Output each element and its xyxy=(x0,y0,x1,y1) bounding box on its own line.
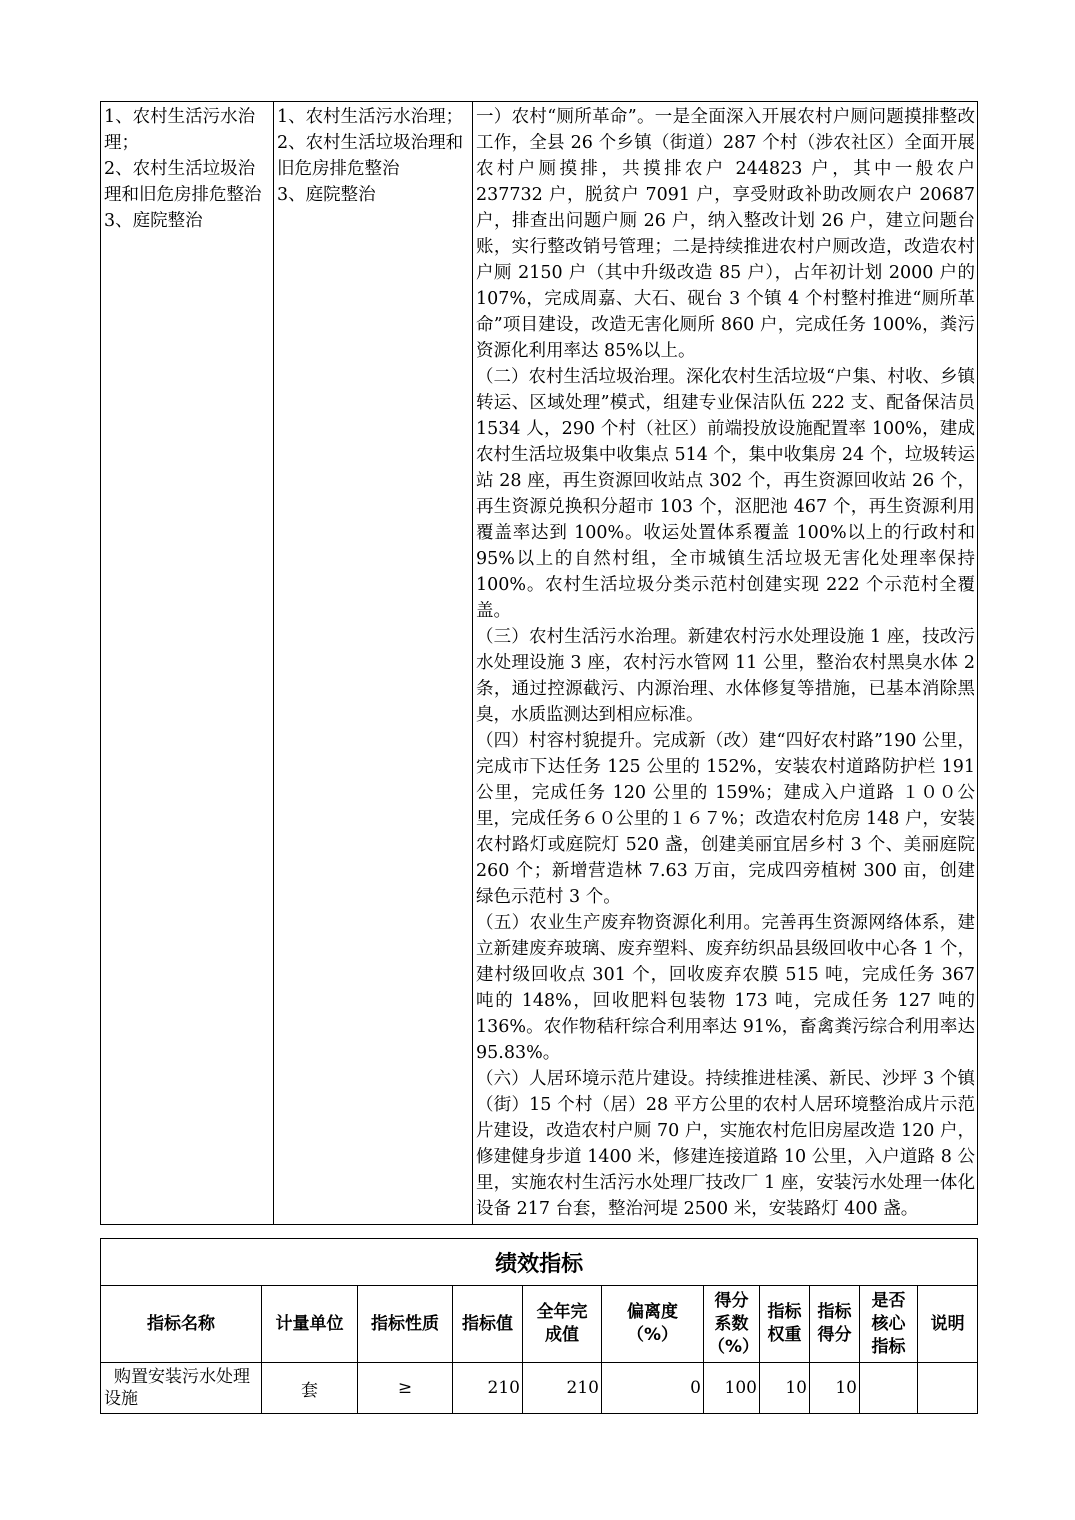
indicator-target: 210 xyxy=(453,1363,523,1414)
indicator-coefficient: 100 xyxy=(704,1363,760,1414)
section-title: 绩效指标 xyxy=(101,1239,978,1286)
header-weight: 指标权重 xyxy=(760,1286,810,1363)
progress-paragraph: （二）农村生活垃圾治理。深化农村生活垃圾“户集、村收、乡镇转运、区域处理”模式，组建专业保洁队伍 222 支、配备保洁员 1534 人，290 个村（社区）前端投放设施配置率 100%，建成农村生活垃圾集中收集点 514 个，集中收集房 24 个，垃圾转运站 28 座，再生资源回收站点 302 个，再生资源回收站 26 个，再生资源兑换积分超市 103 个，沤肥池 467 个，再生资源利用覆盖率达到 100%。收运处置体系覆盖 100%以上的行政村和 95%以上的自然村组，全市城镇生活垃圾无害化处理率保持 100%。农村生活垃圾分类示范村创建实现 222 个示范村全覆盖。 xyxy=(476,367,975,621)
indicator-unit: 套 xyxy=(262,1363,358,1414)
header-nature: 指标性质 xyxy=(358,1286,453,1363)
actual-content-cell: 1、农村生活污水治理； 2、农村生活垃圾治理和旧危房排危整治 3、庭院整治 xyxy=(274,102,473,1225)
header-unit: 计量单位 xyxy=(262,1286,358,1363)
header-deviation: 偏离度（%） xyxy=(602,1286,704,1363)
header-is-core: 是否核心指标 xyxy=(860,1286,918,1363)
header-name: 指标名称 xyxy=(101,1286,262,1363)
progress-cell xyxy=(473,102,978,1225)
indicator-nature: ≥ xyxy=(358,1363,453,1414)
header-row xyxy=(101,1286,978,1363)
progress-paragraph: （六）人居环境示范片建设。持续推进桂溪、新民、沙坪 3 个镇（街）15 个村（居）28 平方公里的农村人居环境整治成片示范片建设，改造农村户厕 70 户，实施农村危旧房屋改造 120 户，修建健身步道 1400 米，修建连接道路 10 公里，入户道路 8 公里，实施农村生活污水处理厂技改厂 1 座，安装污水处理一体化设备 217 台套，整治河堤 2500 米，安装路灯 400 盏。 xyxy=(476,1069,975,1219)
indicator-weight: 10 xyxy=(760,1363,810,1414)
header-target: 指标值 xyxy=(453,1286,523,1363)
indicator-deviation: 0 xyxy=(602,1363,704,1414)
header-score: 指标得分 xyxy=(810,1286,860,1363)
planned-content-cell: 1、农村生活污水治理； 2、农村生活垃圾治理和旧危房排危整治 3、庭院整治 xyxy=(101,102,274,1225)
indicator-score: 10 xyxy=(810,1363,860,1414)
indicator-note xyxy=(918,1363,978,1414)
indicator-actual: 210 xyxy=(523,1363,602,1414)
header-note: 说明 xyxy=(918,1286,978,1363)
progress-paragraph: （四）村容村貌提升。完成新（改）建“四好农村路”190 公里，完成市下达任务 125 公里的 152%，安装农村道路防护栏 191 公里，完成任务 120 公里的 159%；建成入户道路 １００公里，完成任务６０公里的１６７%；改造农村危房 148 户，安装农村路灯或庭院灯 520 盏，创建美丽宜居乡村 3 个、美丽庭院 260 个；新增营造林 7.63 万亩，完成四旁植树 300 亩，创建绿色示范村 3 个。 xyxy=(476,731,975,907)
task-table xyxy=(100,101,978,1225)
performance-table xyxy=(100,1238,978,1414)
header-actual: 全年完成值 xyxy=(523,1286,602,1363)
progress-paragraph: （五）农业生产废弃物资源化利用。完善再生资源网络体系，建立新建废弃玻璃、废弃塑料、废弃纺织品县级回收中心各 1 个，建村级回收点 301 个，回收废弃农膜 515 吨，完成任务 367 吨的 148%，回收肥料包装物 173 吨，完成任务 127 吨的 136%。农作物秸秆综合利用率达 91%，畜禽粪污综合利用率达 95.83%。 xyxy=(476,913,975,1063)
header-coefficient: 得分系数（%） xyxy=(704,1286,760,1363)
indicator-is-core xyxy=(860,1363,918,1414)
progress-paragraph: 一）农村“厕所革命”。一是全面深入开展农村户厕问题摸排整改工作，全县 26 个乡镇（街道）287 个村（涉农社区）全面开展农村户厕摸排，共摸排农户 244823 户，其中一般农户 237732 户，脱贫户 7091 户，享受财政补助改厕农户 20687 户，排查出问题户厕 26 户，纳入整改计划 26 户，建立问题台账，实行整改销号管理；二是持续推进农村户厕改造，改造农村户厕 2150 户（其中升级改造 85 户），占年初计划 2000 户的 107%，完成周嘉、大石、砚台 3 个镇 4 个村整村推进“厕所革命”项目建设，改造无害化厕所 860 户，完成任务 100%，粪污资源化利用率达 85%以上。 xyxy=(476,107,975,361)
progress-paragraph: （三）农村生活污水治理。新建农村污水处理设施 1 座，技改污水处理设施 3 座，农村污水管网 11 公里，整治农村黑臭水体 2 条，通过控源截污、内源治理、水体修复等措施，已基本消除黑臭，水质监测达到相应标准。 xyxy=(476,627,975,725)
table-row xyxy=(101,1363,978,1414)
indicator-name: 购置安装污水处理设施 xyxy=(101,1363,262,1414)
